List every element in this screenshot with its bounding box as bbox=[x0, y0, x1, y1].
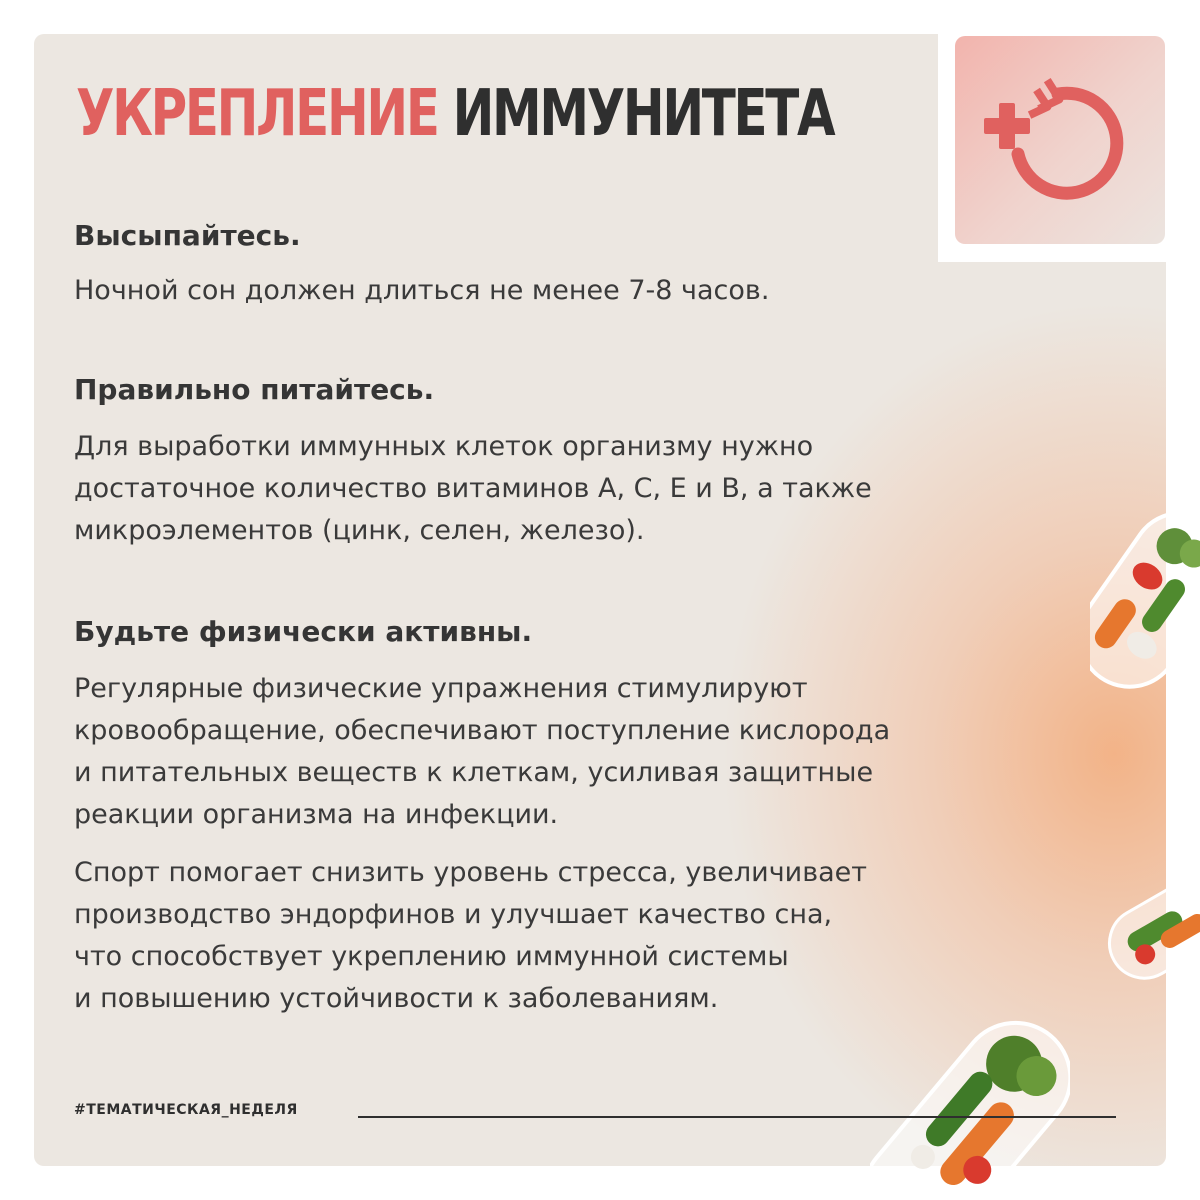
section-text-line: Регулярные физические упражнения стимулируют bbox=[74, 673, 808, 704]
section-nutrition-text bbox=[74, 426, 872, 552]
section-sleep bbox=[74, 216, 301, 256]
section-text-line: кровообращение, обеспечивают поступление кислорода bbox=[74, 715, 891, 746]
section-sleep-text bbox=[74, 270, 769, 312]
section-text-line: что способствует укреплению иммунной системы bbox=[74, 941, 789, 972]
section-activity-text bbox=[74, 668, 890, 836]
logo-box bbox=[955, 36, 1165, 244]
section-heading: Будьте физически активны. bbox=[74, 615, 533, 648]
section-text-line: Ночной сон должен длиться не менее 7-8 часов. bbox=[74, 275, 770, 306]
section-text-line: и повышению устойчивости к заболеваниям. bbox=[74, 983, 719, 1014]
section-text-line: производство эндорфинов и улучшает качество сна, bbox=[74, 899, 833, 930]
vegetable-capsule-image bbox=[870, 1010, 1070, 1200]
footer-divider bbox=[358, 1116, 1116, 1118]
section-text-line: Спорт помогает снизить уровень стресса, увеличивает bbox=[74, 857, 867, 888]
section-text-line: реакции организма на инфекции. bbox=[74, 799, 559, 830]
section-nutrition bbox=[74, 370, 434, 410]
section-text-line: и питательных веществ к клеткам, усиливая защитные bbox=[74, 757, 874, 788]
title-word-accent: УКРЕПЛЕНИЕ bbox=[76, 77, 438, 151]
plus-return-arrow-icon bbox=[980, 74, 1140, 204]
hashtag-label: #ТЕМАТИЧЕСКАЯ_НЕДЕЛЯ bbox=[74, 1102, 298, 1118]
section-text-line: достаточное количество витаминов А, С, Е и В, а также bbox=[74, 473, 872, 504]
section-activity-text-2 bbox=[74, 852, 867, 1020]
section-text-line: Для выработки иммунных клеток организму нужно bbox=[74, 431, 814, 462]
section-activity bbox=[74, 612, 532, 652]
section-text-line: микроэлементов (цинк, селен, железо). bbox=[74, 515, 645, 546]
vegetable-capsule-image bbox=[1100, 880, 1200, 990]
title-word-dark: ИММУНИТЕТА bbox=[452, 77, 834, 151]
vegetable-capsule-image bbox=[1090, 490, 1200, 690]
section-heading: Правильно питайтесь. bbox=[74, 373, 435, 406]
section-heading: Высыпайтесь. bbox=[74, 219, 301, 252]
page-title bbox=[76, 77, 834, 151]
